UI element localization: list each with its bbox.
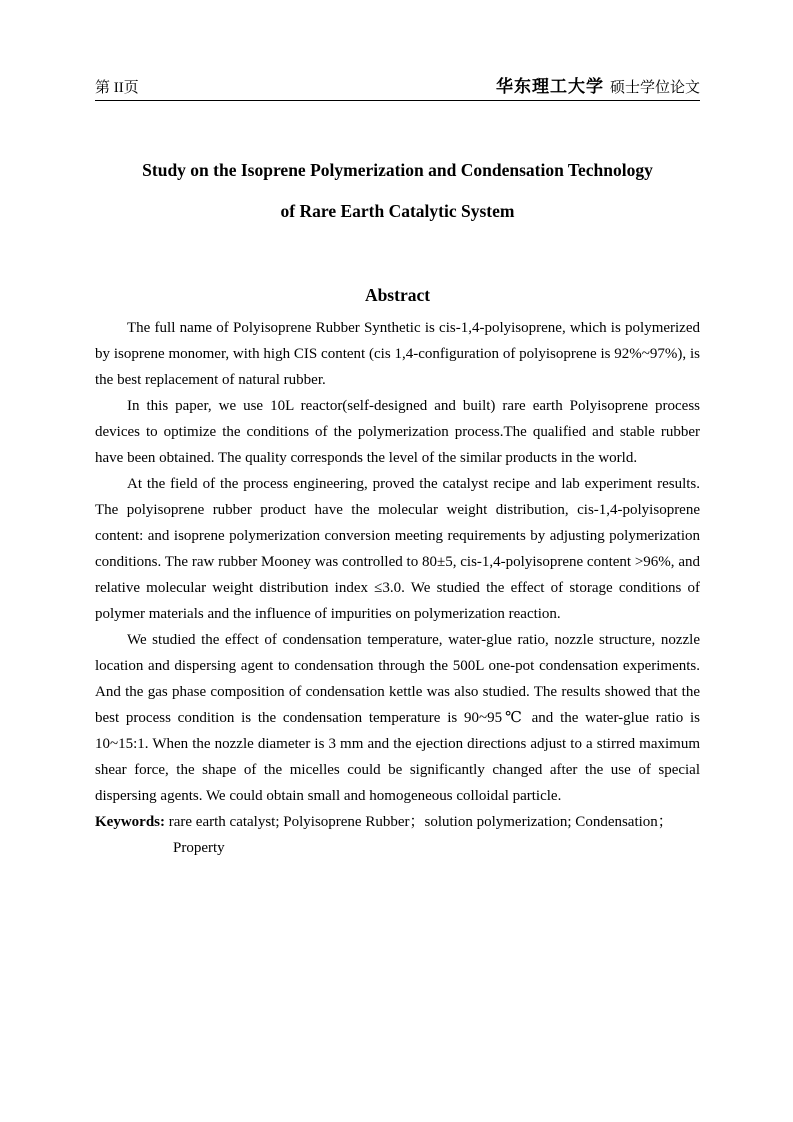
abstract-paragraph: At the field of the process engineering, proved the catalyst recipe and lab experiment results. The polyisoprene rubber product have the molecular weight distribution, cis-1,4-polyisoprene content: and isoprene polymerization conversion meeting requirements by adjusting polymerization conditions. The raw rubber Mooney was controlled to 80±5, cis-1,4-polyisoprene content >96%, and relative molecular weight distribution index ≤3.0. We studied the effect of storage conditions of polymer materials and the influence of impurities on polymerization reaction. [95,476,700,622]
abstract-paragraph: In this paper, we use 10L reactor(self-designed and built) rare earth Polyisoprene process devices to optimize the conditions of the polymerization process.The qualified and stable rubber have been obtained. The quality corresponds the level of the similar products in the world. [95,398,700,466]
thesis-title-line-2: of Rare Earth Catalytic System [280,201,515,221]
keywords-line [95,809,700,861]
abstract-paragraph: The full name of Polyisoprene Rubber Synthetic is cis-1,4-polyisoprene, which is polymerized by isoprene monomer, with high CIS content (cis 1,4-configuration of polyisoprene is 92%~97%), is the best replacement of natural rubber. [95,320,700,388]
page-header [95,76,700,101]
header-institution [496,76,700,99]
abstract-heading: Abstract [364,285,431,305]
degree-label: 硕士学位论文 [609,80,700,96]
keywords-text: rare earth catalyst; Polyisoprene Rubber；solution polymerization; Condensation；Property [168,814,673,856]
abstract-body [95,315,700,861]
abstract-paragraph: We studied the effect of condensation temperature, water-glue ratio, nozzle structure, nozzle location and dispersing agent to condensation through the 500L one-pot condensation experiments. And the gas phase composition of condensation kettle was also studied. The results showed that the best process condition is the condensation temperature is 90~95℃ and the water-glue ratio is 10~15:1. When the nozzle diameter is 3 mm and the ejection directions adjust to a stirred maximum shear force, the shape of the micelles could be significantly changed after the use of special dispersing agents. We could obtain small and homogeneous colloidal particle. [95,632,700,804]
page-number: 第 II页 [95,80,139,96]
keywords-label: Keywords: [95,814,165,830]
university-name: 华东理工大学 [495,77,604,97]
thesis-title-line-1: Study on the Isoprene Polymerization and Condensation Technology [142,160,653,180]
